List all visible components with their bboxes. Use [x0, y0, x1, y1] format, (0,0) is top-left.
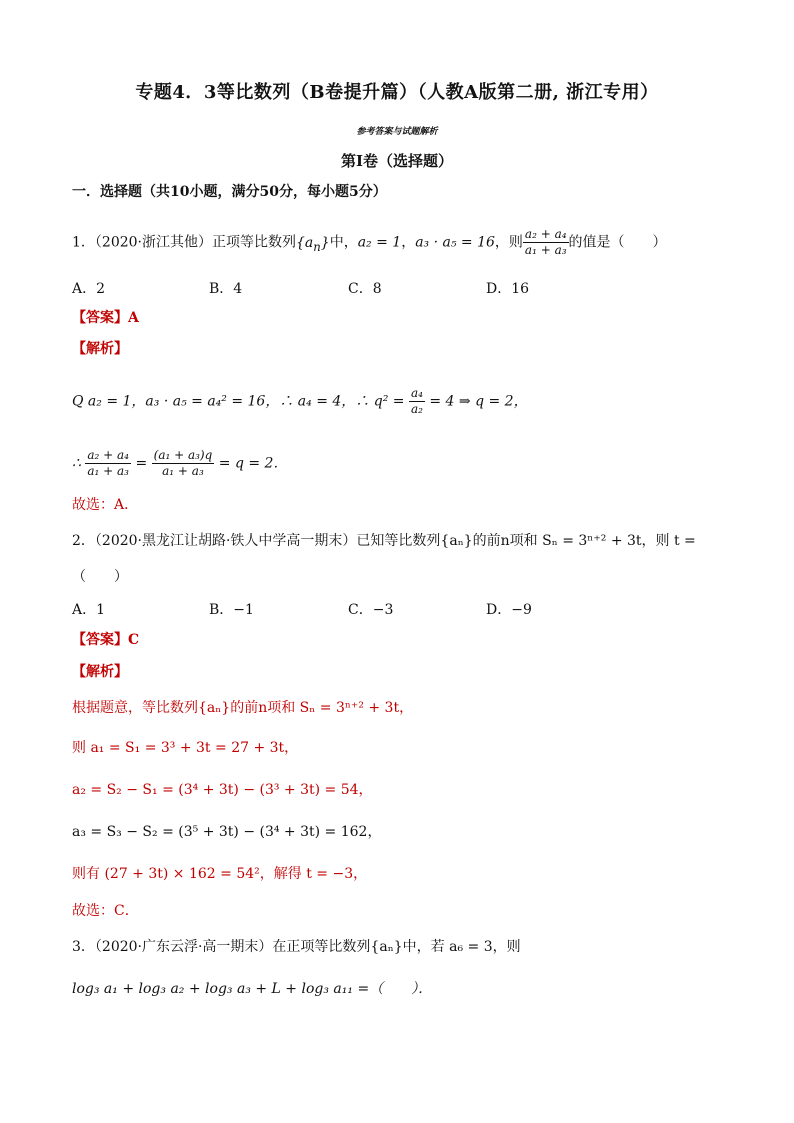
q2-option-a: A．1 [72, 602, 106, 618]
q2-stem-continued: （ ） [72, 569, 128, 585]
q1-stem: 1．（2020·浙江其他）正项等比数列$\{a_n\}$中，a₂ = 1，a₃ · a₅ = 16，则 $\frac{\text{a₂ + a₄}}{\text{a₁ + a₃}}$ 的值是（ ） [72, 227, 667, 257]
q1-sol2-f1-den: a₁ + a₃ [87, 464, 129, 478]
q3-stem: 3．（2020·广东云浮·高一期末）在正项等比数列{aₙ}中，若 a₆ = 3，则 [72, 939, 521, 955]
q1-fraction [523, 227, 569, 258]
q1-sol2-equals: = [135, 455, 148, 472]
q1-option-c: C．8 [348, 281, 382, 297]
q1-answer-value: A [128, 310, 139, 326]
q2-solution-line1: 根据题意，等比数列{aₙ}的前n项和 Sₙ = 3ⁿ⁺² + 3t， [72, 700, 414, 716]
q1-sol2-therefore: ∴ [72, 455, 81, 472]
document-subtitle: 参考答案与试题解析 [356, 127, 438, 137]
document-title: 专题4．3等比数列（B卷提升篇）（人教A版第二册, 浙江专用） [135, 82, 659, 103]
q1-option-a: A．2 [72, 281, 106, 297]
q1-fraction-den: a₁ + a₃ [524, 243, 567, 257]
q1-seq-sub: n [313, 239, 321, 254]
q2-answer-value: C [128, 632, 140, 648]
q2-option-d: D．−9 [486, 602, 532, 618]
q1-cond1: a₂ = 1 [357, 234, 402, 251]
q1-sol1-fraction [409, 386, 425, 417]
q1-sol2-result: = q = 2． [218, 455, 288, 472]
q2-solution-line5: 则有 (27 + 3t) × 162 = 54²，解得 t = −3， [72, 866, 368, 882]
q1-sol1-result: = 4 ⇒ q = 2， [429, 393, 528, 410]
q1-fraction-num: a₂ + a₄ [524, 227, 567, 241]
q1-sol1-fraction-den: a₂ [410, 402, 423, 416]
q1-sol2-f2-num: (a₁ + a₃)q [153, 448, 213, 462]
q2-solution-line4: a₃ = S₃ − S₂ = (3⁵ + 3t) − (3⁴ + 3t) = 162， [72, 824, 382, 840]
q1-answer [72, 309, 139, 327]
q1-stem-text: 1．（2020·浙江其他）正项等比数列 [72, 234, 296, 251]
q1-analysis-label: 【解析】 [72, 341, 128, 357]
q1-option-b: B．4 [209, 281, 243, 297]
q2-option-b: B．−1 [209, 602, 254, 618]
q2-solution-line3: a₂ = S₂ − S₁ = (3⁴ + 3t) − (3³ + 3t) = 54， [72, 782, 373, 798]
q3-stem-continued: log₃ a₁ + log₃ a₂ + log₃ a₃ + L + log₃ a₁₁ =（ ）． [72, 981, 433, 997]
q2-conclusion: 故选：C． [72, 903, 139, 919]
q2-stem: 2．（2020·黑龙江让胡路·铁人中学高一期末）已知等比数列{aₙ}的前n项和 Sₙ = 3ⁿ⁺² + 3t，则 t = [72, 533, 696, 549]
section-heading: 第Ⅰ卷（选择题） [340, 152, 454, 170]
q1-cond2: a₃ · a₅ = 16 [415, 234, 495, 251]
q1-mid: 中， [329, 234, 358, 251]
q1-sol2-fraction2 [152, 448, 215, 479]
q2-option-c: C．−3 [348, 602, 394, 618]
q1-sol1-text: Q a₂ = 1，a₃ · a₅ = a₄² = 16，∴ a₄ = 4，∴ q² = [72, 393, 405, 410]
q1-sol2-f1-num: a₂ + a₄ [87, 448, 129, 462]
q1-solution-line2 [72, 448, 287, 479]
q1-conclusion: 故选：A． [72, 497, 139, 513]
q2-analysis-label: 【解析】 [72, 664, 128, 680]
q2-solution-line2: 则 a₁ = S₁ = 3³ + 3t = 27 + 3t， [72, 740, 299, 756]
q1-sol2-fraction1 [85, 448, 131, 479]
q1-seq-open: {a [296, 234, 314, 251]
q1-seq-close: } [320, 234, 330, 251]
q1-seq [296, 234, 330, 254]
q2-answer-label: 【答案】 [72, 632, 128, 648]
q1-option-d: D．16 [486, 281, 530, 297]
q2-answer [72, 631, 139, 649]
q1-solution-line1 [72, 386, 528, 417]
part-heading: 一．选择题（共10小题，满分50分，每小题5分） [72, 184, 387, 200]
q1-answer-label: 【答案】 [72, 310, 128, 326]
q1-end: 的值是（ ） [568, 234, 667, 251]
q1-sol2-f2-den: a₁ + a₃ [162, 464, 204, 478]
q1-then: ，则 [494, 234, 523, 251]
q1-sol1-fraction-num: a₄ [410, 386, 423, 400]
